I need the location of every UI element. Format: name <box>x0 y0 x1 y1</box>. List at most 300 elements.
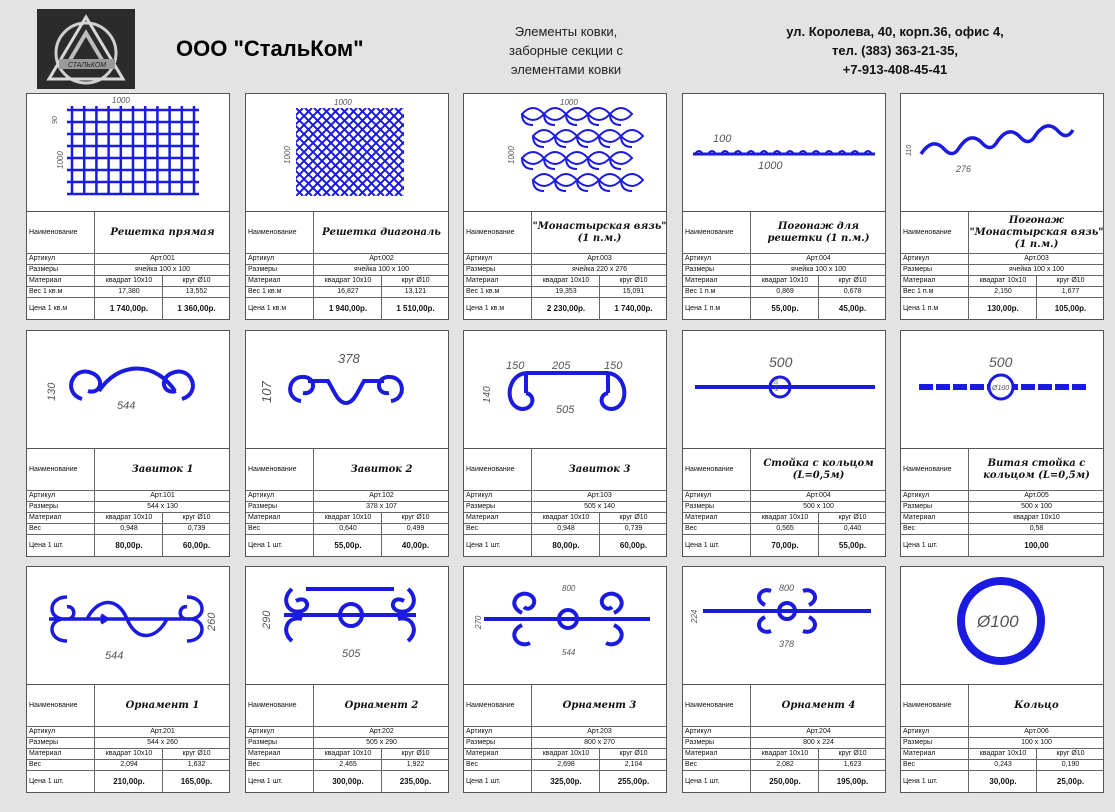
spec-value: квадрат 10х10 <box>531 276 600 286</box>
spec-label: Артикул <box>903 255 930 262</box>
spec-label: Размеры <box>29 266 59 273</box>
spec-value: 2,082 <box>750 760 819 770</box>
spec-value: круг Ø10 <box>818 513 886 523</box>
spec-row-name <box>683 685 885 727</box>
dim-label: 378 <box>779 639 795 649</box>
product-card <box>463 566 667 793</box>
spec-row-price <box>27 535 229 557</box>
spec-row-sizes <box>246 738 448 749</box>
spec-row-material <box>27 513 229 524</box>
spec-label: Материал <box>466 750 499 757</box>
product-drawing <box>27 567 229 684</box>
product-card <box>245 566 449 793</box>
spec-label: Материал <box>903 277 936 284</box>
spec-value: 13,121 <box>381 287 449 297</box>
spec-value: 2,465 <box>313 760 382 770</box>
spec-table <box>27 211 229 320</box>
dim-label: 800 <box>779 583 795 593</box>
size-value: 500 х 100 <box>750 502 886 512</box>
spec-label: Наименование <box>685 466 734 473</box>
spec-row-weight <box>901 760 1103 771</box>
spec-label: Материал <box>248 514 281 521</box>
spec-label: Наименование <box>248 466 297 473</box>
spec-label: Размеры <box>903 739 933 746</box>
spec-label: Вес 1 п.м <box>685 288 716 295</box>
spec-row-material <box>27 749 229 760</box>
spec-row-article <box>27 491 229 502</box>
spec-row-sizes <box>464 265 666 276</box>
spec-row-name <box>901 212 1103 254</box>
dim-label: 140 <box>482 386 493 403</box>
spec-label: Размеры <box>903 266 933 273</box>
spec-value: 1,677 <box>1036 287 1104 297</box>
article-value: Арт.005 <box>968 491 1104 501</box>
spec-row-price <box>464 535 666 557</box>
spec-table <box>683 684 885 793</box>
product-drawing <box>246 94 448 211</box>
spec-value: 55,00р. <box>750 298 819 320</box>
spec-label: Наименование <box>29 229 78 236</box>
dim-label: 1000 <box>334 98 352 107</box>
subtitle-line: элементами ковки <box>510 62 622 77</box>
spec-row-sizes <box>246 265 448 276</box>
product-name: Витая стойка с кольцом (L=0,5м) <box>968 449 1104 490</box>
spec-value: квадрат 10х10 <box>531 749 600 759</box>
spec-value: квадрат 10х10 <box>313 749 382 759</box>
spec-row-price <box>901 535 1103 557</box>
spec-label: Вес 1 кв.м <box>248 288 282 295</box>
spec-value: 16,827 <box>313 287 382 297</box>
spec-row-article <box>246 727 448 738</box>
spec-value: 0,565 <box>750 524 819 534</box>
product-name: Решетка диагональ <box>313 212 449 253</box>
size-value: 800 х 224 <box>750 738 886 748</box>
dim-label: 290 <box>261 610 273 629</box>
product-drawing <box>683 567 885 684</box>
dim-label: 1000 <box>560 98 578 107</box>
dim-label: 107 <box>259 381 274 403</box>
spec-table <box>27 448 229 557</box>
size-value: ячейка 100 х 100 <box>750 265 886 275</box>
spec-value: квадрат 10х10 <box>750 749 819 759</box>
spec-label: Вес <box>29 761 42 768</box>
spec-table <box>246 684 448 793</box>
spec-row-article <box>901 491 1103 502</box>
product-name: Завиток 2 <box>313 449 449 490</box>
product-name: Орнамент 3 <box>531 685 667 726</box>
spec-label: Артикул <box>248 728 275 735</box>
spec-row-price <box>464 298 666 320</box>
dim-label: 1000 <box>758 160 783 172</box>
article-value: Арт.004 <box>750 254 886 264</box>
spec-label: Материал <box>466 514 499 521</box>
product-card <box>682 566 886 793</box>
spec-label: Артикул <box>29 492 56 499</box>
spec-row-price <box>27 771 229 793</box>
dim-label: 544 <box>562 648 576 657</box>
spec-label: Вес 1 кв.м <box>29 288 63 295</box>
spec-label: Артикул <box>29 728 56 735</box>
spec-value: 0,440 <box>818 524 886 534</box>
spec-row-article <box>464 727 666 738</box>
spec-label: Материал <box>685 514 718 521</box>
article-value: Арт.204 <box>750 727 886 737</box>
spec-label: Цена 1 шт. <box>466 778 501 785</box>
spec-row-material <box>464 276 666 287</box>
spec-value: 2 230,00р. <box>531 298 600 320</box>
spec-value: 0,739 <box>599 524 667 534</box>
spec-value: квадрат 10х10 <box>313 276 382 286</box>
size-value: 505 х 140 <box>531 502 667 512</box>
spec-value: 0,58 <box>968 524 1104 534</box>
spec-row-name <box>901 449 1103 491</box>
spec-label: Материал <box>248 750 281 757</box>
product-drawing <box>901 94 1103 211</box>
address: ул. Королева, 40, корп.36, офис 4, <box>786 24 1004 39</box>
spec-value: круг Ø10 <box>818 749 886 759</box>
dim-label: 276 <box>956 164 972 174</box>
spec-table <box>464 684 666 793</box>
spec-value: квадрат 10х10 <box>750 276 819 286</box>
dim-label: 205 <box>552 360 571 372</box>
spec-label: Артикул <box>685 255 712 262</box>
spec-row-article <box>464 491 666 502</box>
article-value: Арт.002 <box>313 254 449 264</box>
spec-row-price <box>683 535 885 557</box>
spec-label: Материал <box>466 277 499 284</box>
spec-value: 1 510,00р. <box>381 298 449 320</box>
spec-value: 70,00р. <box>750 535 819 557</box>
spec-label: Артикул <box>248 492 275 499</box>
spec-value: 105,00р. <box>1036 298 1104 320</box>
spec-label: Наименование <box>685 702 734 709</box>
product-card <box>26 566 230 793</box>
spec-row-sizes <box>683 265 885 276</box>
spec-value: 0,739 <box>162 524 230 534</box>
spec-value: 0,640 <box>313 524 382 534</box>
catalog-subtitle <box>488 22 644 79</box>
dim-label: 90 <box>52 116 59 124</box>
spec-label: Артикул <box>248 255 275 262</box>
spec-row-sizes <box>683 502 885 513</box>
article-value: Арт.102 <box>313 491 449 501</box>
spec-row-price <box>683 298 885 320</box>
product-card <box>26 330 230 557</box>
spec-value: круг Ø10 <box>162 276 230 286</box>
dim-label: 110 <box>906 144 913 156</box>
spec-row-price <box>246 535 448 557</box>
spec-label: Цена 1 кв.м <box>466 305 505 312</box>
spec-label: Вес <box>248 761 261 768</box>
dim-label: 378 <box>338 351 360 366</box>
size-value: 500 х 100 <box>968 502 1104 512</box>
spec-table <box>901 211 1103 320</box>
company-name: ООО "СтальКом" <box>176 36 364 61</box>
spec-label: Размеры <box>248 739 278 746</box>
spec-value: 60,00р. <box>599 535 667 557</box>
product-card <box>682 330 886 557</box>
spec-row-weight <box>464 760 666 771</box>
spec-value: 80,00р. <box>94 535 163 557</box>
product-name: "Монастырская вязь" (1 п.м.) <box>531 212 667 253</box>
spec-value: круг Ø10 <box>162 749 230 759</box>
spec-value: круг Ø10 <box>381 749 449 759</box>
product-card <box>900 93 1104 320</box>
spec-row-sizes <box>27 738 229 749</box>
spec-row-article <box>683 491 885 502</box>
spec-label: Вес <box>685 761 698 768</box>
spec-label: Артикул <box>903 492 930 499</box>
spec-label: Размеры <box>248 503 278 510</box>
product-name: Погонаж для решетки (1 п.м.) <box>750 212 886 253</box>
spec-value: 130,00р. <box>968 298 1037 320</box>
spec-row-weight <box>683 287 885 298</box>
article-value: Арт.001 <box>94 254 230 264</box>
spec-row-price <box>246 298 448 320</box>
product-drawing <box>27 94 229 211</box>
spec-value: 19,353 <box>531 287 600 297</box>
product-drawing <box>683 94 885 211</box>
spec-row-material <box>901 276 1103 287</box>
spec-value: 1 740,00р. <box>599 298 667 320</box>
dim-label: Ø100 <box>992 385 1010 392</box>
spec-label: Наименование <box>29 466 78 473</box>
spec-row-material <box>246 513 448 524</box>
product-drawing <box>246 567 448 684</box>
spec-row-name <box>246 685 448 727</box>
spec-row-name <box>683 212 885 254</box>
spec-label: Наименование <box>466 229 515 236</box>
product-drawing <box>27 331 229 448</box>
product-name: Орнамент 2 <box>313 685 449 726</box>
page-header <box>0 0 1115 92</box>
dim-label: 1000 <box>507 146 516 164</box>
spec-row-price <box>901 771 1103 793</box>
spec-table <box>246 211 448 320</box>
spec-row-material <box>683 276 885 287</box>
spec-row-weight <box>683 524 885 535</box>
spec-label: Цена 1 шт. <box>29 778 64 785</box>
dim-label: 1000 <box>56 151 65 169</box>
spec-row-weight <box>901 524 1103 535</box>
size-value: 544 х 130 <box>94 502 230 512</box>
spec-row-article <box>246 254 448 265</box>
spec-value: 45,00р. <box>818 298 886 320</box>
spec-row-price <box>27 298 229 320</box>
spec-value: 40,00р. <box>381 535 449 557</box>
spec-row-name <box>901 685 1103 727</box>
size-value: 378 х 107 <box>313 502 449 512</box>
spec-row-sizes <box>464 502 666 513</box>
dim-label: 1000 <box>112 96 130 105</box>
spec-table <box>464 448 666 557</box>
spec-row-material <box>27 276 229 287</box>
spec-label: Артикул <box>466 492 493 499</box>
spec-row-name <box>464 449 666 491</box>
spec-value: круг Ø10 <box>381 513 449 523</box>
spec-row-price <box>683 771 885 793</box>
spec-label: Размеры <box>466 266 496 273</box>
dim-label: 224 <box>690 609 699 623</box>
spec-label: Артикул <box>466 255 493 262</box>
spec-label: Артикул <box>903 728 930 735</box>
product-name: Завиток 3 <box>531 449 667 490</box>
dim-label: 544 <box>117 400 136 412</box>
spec-value: 100,00 <box>968 535 1104 557</box>
article-value: Арт.006 <box>968 727 1104 737</box>
spec-label: Материал <box>903 514 936 521</box>
contact-info <box>760 22 1030 79</box>
dim-label: 150 <box>506 360 525 372</box>
spec-row-material <box>246 749 448 760</box>
spec-row-article <box>27 254 229 265</box>
spec-table <box>27 684 229 793</box>
spec-row-name <box>27 685 229 727</box>
spec-label: Материал <box>685 750 718 757</box>
spec-value: 13,552 <box>162 287 230 297</box>
spec-value: 17,380 <box>94 287 163 297</box>
spec-table <box>901 448 1103 557</box>
spec-row-name <box>464 685 666 727</box>
dim-label: 505 <box>556 404 575 416</box>
spec-row-price <box>246 771 448 793</box>
spec-row-weight <box>464 524 666 535</box>
spec-label: Вес <box>466 525 479 532</box>
mobile-phone: +7-913-408-45-41 <box>842 62 948 77</box>
subtitle-line: Элементы ковки, <box>514 24 618 39</box>
product-drawing <box>246 331 448 448</box>
spec-label: Размеры <box>685 739 715 746</box>
spec-label: Материал <box>29 277 62 284</box>
product-card <box>900 566 1104 793</box>
spec-label: Вес <box>685 525 698 532</box>
product-card <box>682 93 886 320</box>
dim-label: 500 <box>989 354 1013 370</box>
dim-label: 100 <box>713 133 732 145</box>
product-drawing <box>464 94 666 211</box>
spec-label: Наименование <box>903 229 952 236</box>
spec-value: 325,00р. <box>531 771 600 793</box>
spec-value: 0,948 <box>94 524 163 534</box>
phone: тел. (383) 363-21-35, <box>832 43 958 58</box>
spec-label: Размеры <box>29 503 59 510</box>
spec-row-article <box>901 254 1103 265</box>
article-value: Арт.203 <box>531 727 667 737</box>
spec-label: Цена 1 шт. <box>685 778 720 785</box>
spec-value: квадрат 10х10 <box>94 513 163 523</box>
spec-value: квадрат 10х10 <box>968 749 1037 759</box>
spec-value: 55,00р. <box>818 535 886 557</box>
article-value: Арт.101 <box>94 491 230 501</box>
spec-value: 210,00р. <box>94 771 163 793</box>
spec-value: 1 740,00р. <box>94 298 163 320</box>
product-name: Орнамент 1 <box>94 685 230 726</box>
product-card <box>900 330 1104 557</box>
spec-value: круг Ø10 <box>162 513 230 523</box>
spec-value: 235,00р. <box>381 771 449 793</box>
dim-label: Ø100 <box>977 612 1019 631</box>
spec-label: Наименование <box>903 466 952 473</box>
spec-value: круг Ø10 <box>599 749 667 759</box>
spec-row-sizes <box>27 265 229 276</box>
spec-table <box>246 448 448 557</box>
spec-row-article <box>683 254 885 265</box>
dim-label: 130 <box>46 382 58 401</box>
spec-row-material <box>901 749 1103 760</box>
product-name: Орнамент 4 <box>750 685 886 726</box>
spec-value: 1 940,00р. <box>313 298 382 320</box>
spec-label: Цена 1 шт. <box>903 542 938 549</box>
spec-label: Цена 1 шт. <box>903 778 938 785</box>
spec-label: Наименование <box>685 229 734 236</box>
dim-label: 270 <box>474 615 483 629</box>
spec-label: Материал <box>248 277 281 284</box>
spec-value: 0,243 <box>968 760 1037 770</box>
spec-value: квадрат 10х10 <box>968 276 1037 286</box>
spec-value: 250,00р. <box>750 771 819 793</box>
size-value: 800 х 270 <box>531 738 667 748</box>
product-drawing <box>464 567 666 684</box>
spec-label: Артикул <box>29 255 56 262</box>
spec-label: Вес 1 кв.м <box>466 288 500 295</box>
spec-row-name <box>464 212 666 254</box>
spec-label: Наименование <box>466 466 515 473</box>
dim-label: 150 <box>604 360 623 372</box>
spec-value: круг Ø10 <box>1036 276 1104 286</box>
product-drawing <box>901 567 1103 684</box>
spec-value: 15,091 <box>599 287 667 297</box>
spec-value: 80,00р. <box>531 535 600 557</box>
spec-label: Размеры <box>466 503 496 510</box>
dim-label: 260 <box>206 612 218 631</box>
spec-value: круг Ø10 <box>818 276 886 286</box>
product-name: Кольцо <box>968 685 1104 726</box>
spec-label: Артикул <box>685 492 712 499</box>
spec-label: Цена 1 шт. <box>248 542 283 549</box>
spec-label: Вес 1 п.м <box>903 288 934 295</box>
spec-label: Размеры <box>903 503 933 510</box>
spec-label: Размеры <box>29 739 59 746</box>
spec-row-article <box>464 254 666 265</box>
article-value: Арт.202 <box>313 727 449 737</box>
spec-row-name <box>27 212 229 254</box>
spec-value: 1,623 <box>818 760 886 770</box>
svg-text:СТАЛЬКОМ: СТАЛЬКОМ <box>67 62 107 69</box>
spec-value: 195,00р. <box>818 771 886 793</box>
product-name: Погонаж "Монастырская вязь" (1 п.м.) <box>968 212 1104 253</box>
spec-label: Материал <box>29 750 62 757</box>
size-value: 505 х 290 <box>313 738 449 748</box>
dim-label: Ø100 <box>774 378 780 391</box>
spec-label: Артикул <box>685 728 712 735</box>
product-card <box>245 93 449 320</box>
spec-value: 0,190 <box>1036 760 1104 770</box>
spec-row-article <box>901 727 1103 738</box>
product-card <box>26 93 230 320</box>
size-value: ячейка 100 х 100 <box>94 265 230 275</box>
spec-value: 25,00р. <box>1036 771 1104 793</box>
company-logo <box>37 9 135 89</box>
spec-label: Размеры <box>466 739 496 746</box>
product-card <box>245 330 449 557</box>
spec-label: Вес <box>903 525 916 532</box>
spec-row-material <box>683 513 885 524</box>
spec-value: 255,00р. <box>599 771 667 793</box>
product-drawing <box>683 331 885 448</box>
spec-label: Вес <box>903 761 916 768</box>
dim-label: 544 <box>105 650 124 662</box>
spec-label: Материал <box>685 277 718 284</box>
